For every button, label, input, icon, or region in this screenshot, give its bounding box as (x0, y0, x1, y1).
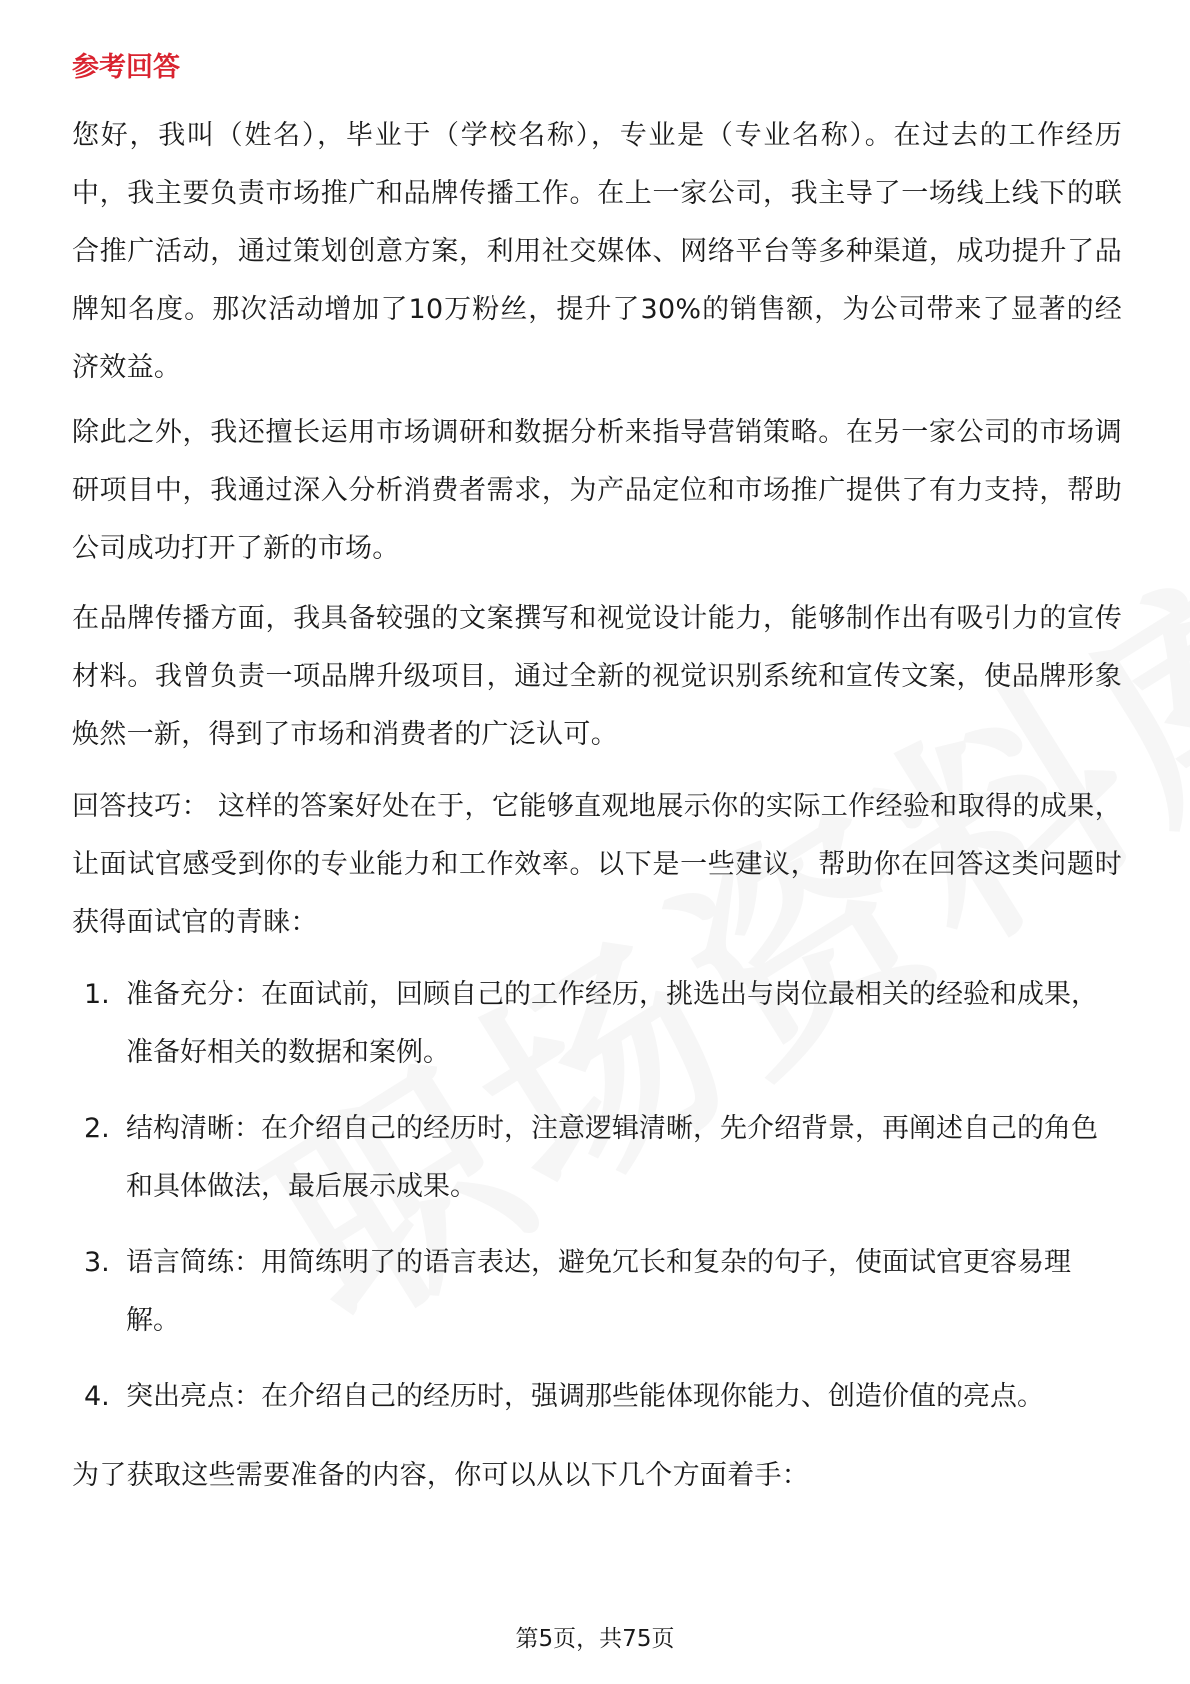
section-title: 参考回答 (72, 52, 180, 83)
list-text: 准备充分：在面试前，回顾自己的工作经历，挑选出与岗位最相关的经验和成果，准备好相关的数据和案例。 (126, 979, 1098, 1068)
list-item (84, 966, 1124, 1082)
page-footer: 第5页，共75页 (515, 1626, 675, 1652)
list-item (84, 1234, 1124, 1350)
list-text: 语言简练：用简练明了的语言表达，避免冗长和复杂的句子，使面试官更容易理解。 (126, 1247, 1071, 1336)
list-number: 2. (84, 1113, 110, 1144)
list-number: 1. (84, 979, 110, 1010)
paragraph-intro: 您好，我叫（姓名），毕业于（学校名称），专业是（专业名称）。在过去的工作经历中，我主要负责市场推广和品牌传播工作。在上一家公司，我主导了一场线上线下的联合推广活动，通过策划创意方案，利用社交媒体、网络平台等多种渠道，成功提升了品牌知名度。那次活动增加了10万粉丝，提升了30%的销售额，为公司带来了显著的经济效益。 (72, 120, 1122, 383)
paragraph-research: 除此之外，我还擅长运用市场调研和数据分析来指导营销策略。在另一家公司的市场调研项目中，我通过深入分析消费者需求，为产品定位和市场推广提供了有力支持，帮助公司成功打开了新的市场。 (72, 417, 1122, 564)
list-number: 4. (84, 1381, 110, 1412)
paragraph-tips-intro: 回答技巧： 这样的答案好处在于，它能够直观地展示你的实际工作经验和取得的成果，让面试官感受到你的专业能力和工作效率。以下是一些建议，帮助你在回答这类问题时获得面试官的青睐： (72, 791, 1122, 938)
paragraph-brand: 在品牌传播方面，我具备较强的文案撰写和视觉设计能力，能够制作出有吸引力的宣传材料。我曾负责一项品牌升级项目，通过全新的视觉识别系统和宣传文案，使品牌形象焕然一新，得到了市场和消费者的广泛认可。 (72, 603, 1122, 750)
list-text: 结构清晰：在介绍自己的经历时，注意逻辑清晰，先介绍背景，再阐述自己的角色和具体做法，最后展示成果。 (126, 1113, 1098, 1202)
list-text: 突出亮点：在介绍自己的经历时，强调那些能体现你能力、创造价值的亮点。 (126, 1381, 1044, 1412)
list-item (84, 1100, 1124, 1216)
list-item (84, 1368, 1124, 1426)
list-number: 3. (84, 1247, 110, 1278)
paragraph-closing: 为了获取这些需要准备的内容，你可以从以下几个方面着手： (72, 1460, 810, 1491)
